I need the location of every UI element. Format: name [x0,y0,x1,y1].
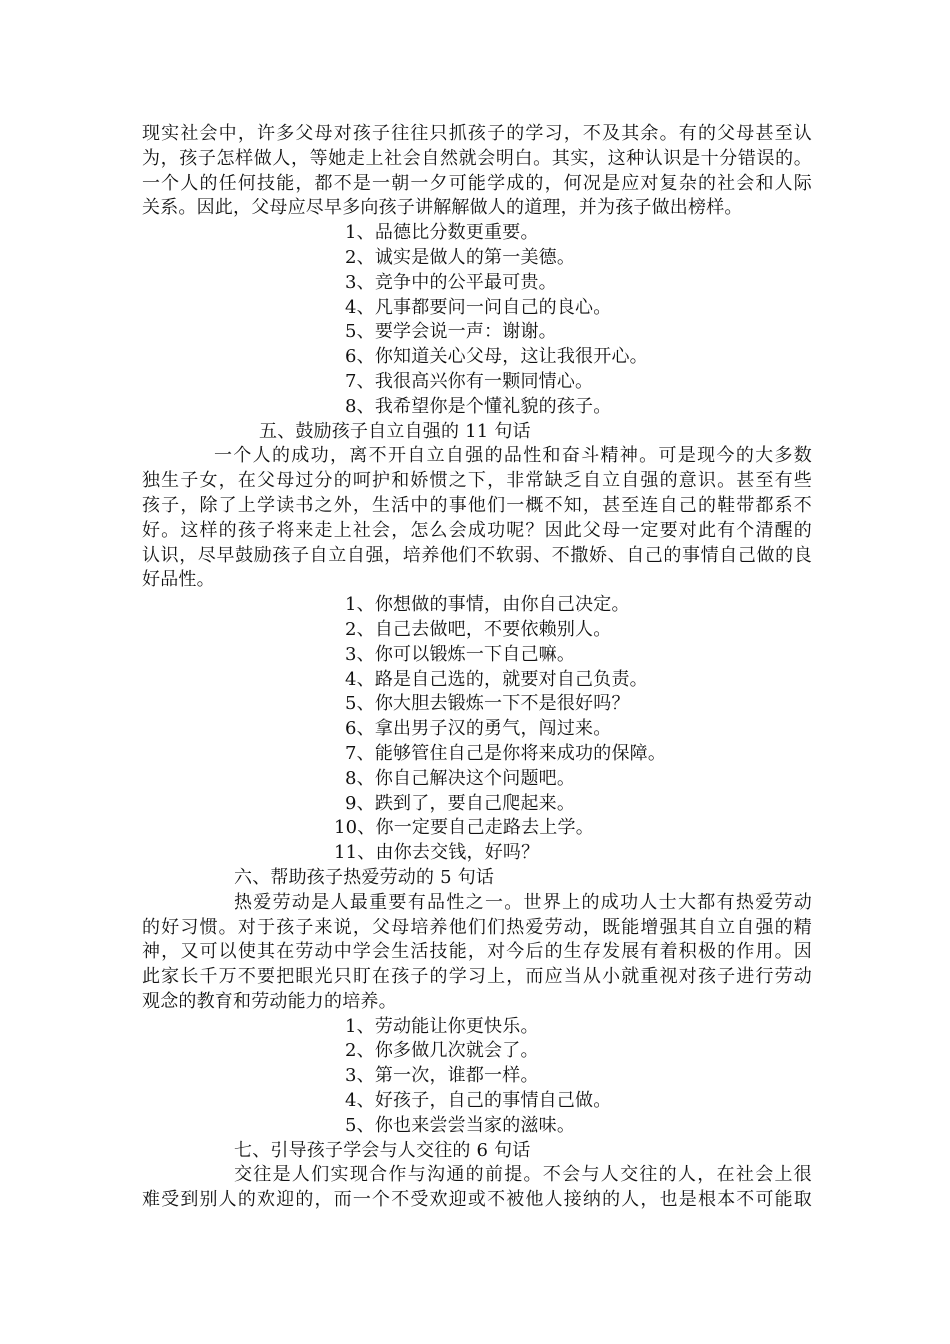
list-section-4 [142,221,812,419]
paragraph-line: 此家长千万不要把眼光只盯在孩子的学习上，而应当从小就重视对孩子进行劳动 [142,966,812,988]
list-item: 5、你也来尝尝当家的滋味。 [345,1114,576,1136]
list-item: 6、你知道关心父母，这让我很开心。 [345,346,648,368]
list-section-5 [142,593,812,866]
list-item: 9、跌到了，要自己爬起来。 [345,792,576,814]
list-item: 2、诚实是做人的第一美德。 [345,246,576,268]
list-item: 11、由你去交钱，好吗？ [334,842,540,864]
paragraph-line: 观念的教育和劳动能力的培养。 [142,990,397,1012]
list-item: 1、品德比分数更重要。 [345,222,539,244]
list-item: 3、竞争中的公平最可贵。 [345,271,557,293]
section-5-paragraph [142,444,812,593]
paragraph-line: 好。这样的孩子将来走上社会，怎么会成功呢？因此父母一定要对此有个清醒的 [142,519,812,541]
paragraph-line: 好品性。 [142,569,215,591]
list-item: 2、自己去做吧，不要依赖别人。 [345,618,612,640]
list-item: 7、能够管住自己是你将来成功的保障。 [345,742,667,764]
section-7-paragraph [142,1163,812,1213]
paragraph-line: 孩子，除了上学读书之外，生活中的事他们一概不知，甚至连自己的鞋带都系不 [142,494,812,516]
paragraph-line: 独生子女，在父母过分的呵护和娇惯之下，非常缺乏自立自强的意识。甚至有些 [142,470,812,492]
paragraph-line: 一个人的成功，离不开自立自强的品性和奋斗精神。可是现今的大多数 [214,445,812,467]
paragraph-line: 为，孩子怎样做人，等她走上社会自然就会明白。其实，这种认识是十分错误的。 [142,147,812,169]
paragraph-line: 认识，尽早鼓励孩子自立自强，培养他们不软弱、不撒娇、自己的事情自己做的良 [142,544,812,566]
section-heading-7: 七、引导孩子学会与人交往的 6 句话 [234,1139,531,1161]
paragraph-line: 神，又可以使其在劳动中学会生活技能，对今后的生存发展有着积极的作用。因 [142,941,812,963]
list-section-6 [142,1015,812,1139]
list-item: 1、劳动能让你更快乐。 [345,1015,539,1037]
paragraph-line: 关系。因此，父母应尽早多向孩子讲解解做人的道理，并为孩子做出榜样。 [142,197,743,219]
section-heading-5: 五、鼓励孩子自立自强的 11 句话 [259,420,531,442]
section-heading-6: 六、帮助孩子热爱劳动的 5 句话 [234,866,495,888]
paragraph-line: 的好习惯。对于孩子来说，父母培养他们们热爱劳动，既能增强其自立自强的精 [142,916,812,938]
list-item: 3、第一次，谁都一样。 [345,1065,539,1087]
list-item: 2、你多做几次就会了。 [345,1040,539,1062]
list-item: 6、拿出男子汉的勇气，闯过来。 [345,718,612,740]
paragraph-line: 交往是人们实现合作与沟通的前提。不会与人交往的人，在社会上很 [234,1164,812,1186]
intro-paragraph [142,122,812,221]
list-item: 3、你可以锻炼一下自己嘛。 [345,643,576,665]
document-page [142,122,812,1213]
list-item: 4、路是自己选的，就要对自己负责。 [345,668,648,690]
paragraph-line: 热爱劳动是人最重要有品性之一。世界上的成功人士大都有热爱劳动 [234,891,812,913]
list-item: 7、我很高兴你有一颗同情心。 [345,370,594,392]
list-item: 4、好孩子，自己的事情自己做。 [345,1090,612,1112]
paragraph-line: 难受到别人的欢迎的，而一个不受欢迎或不被他人接纳的人，也是根本不可能取 [142,1189,812,1211]
paragraph-line: 现实社会中，许多父母对孩子往往只抓孩子的学习，不及其余。有的父母甚至认 [142,123,812,144]
list-item: 8、你自己解决这个问题吧。 [345,767,576,789]
paragraph-line: 一个人的任何技能，都不是一朝一夕可能学成的，何况是应对复杂的社会和人际 [142,172,812,194]
list-item: 5、要学会说一声：谢谢。 [345,321,557,343]
section-6-paragraph [142,891,812,1015]
list-item: 1、你想做的事情，由你自己决定。 [345,594,630,616]
list-item: 4、凡事都要问一问自己的良心。 [345,296,612,318]
list-item: 10、你一定要自己走路去上学。 [334,817,594,839]
list-item: 5、你大胆去锻炼一下不是很好吗？ [345,693,630,715]
list-item: 8、我希望你是个懂礼貌的孩子。 [345,395,612,417]
